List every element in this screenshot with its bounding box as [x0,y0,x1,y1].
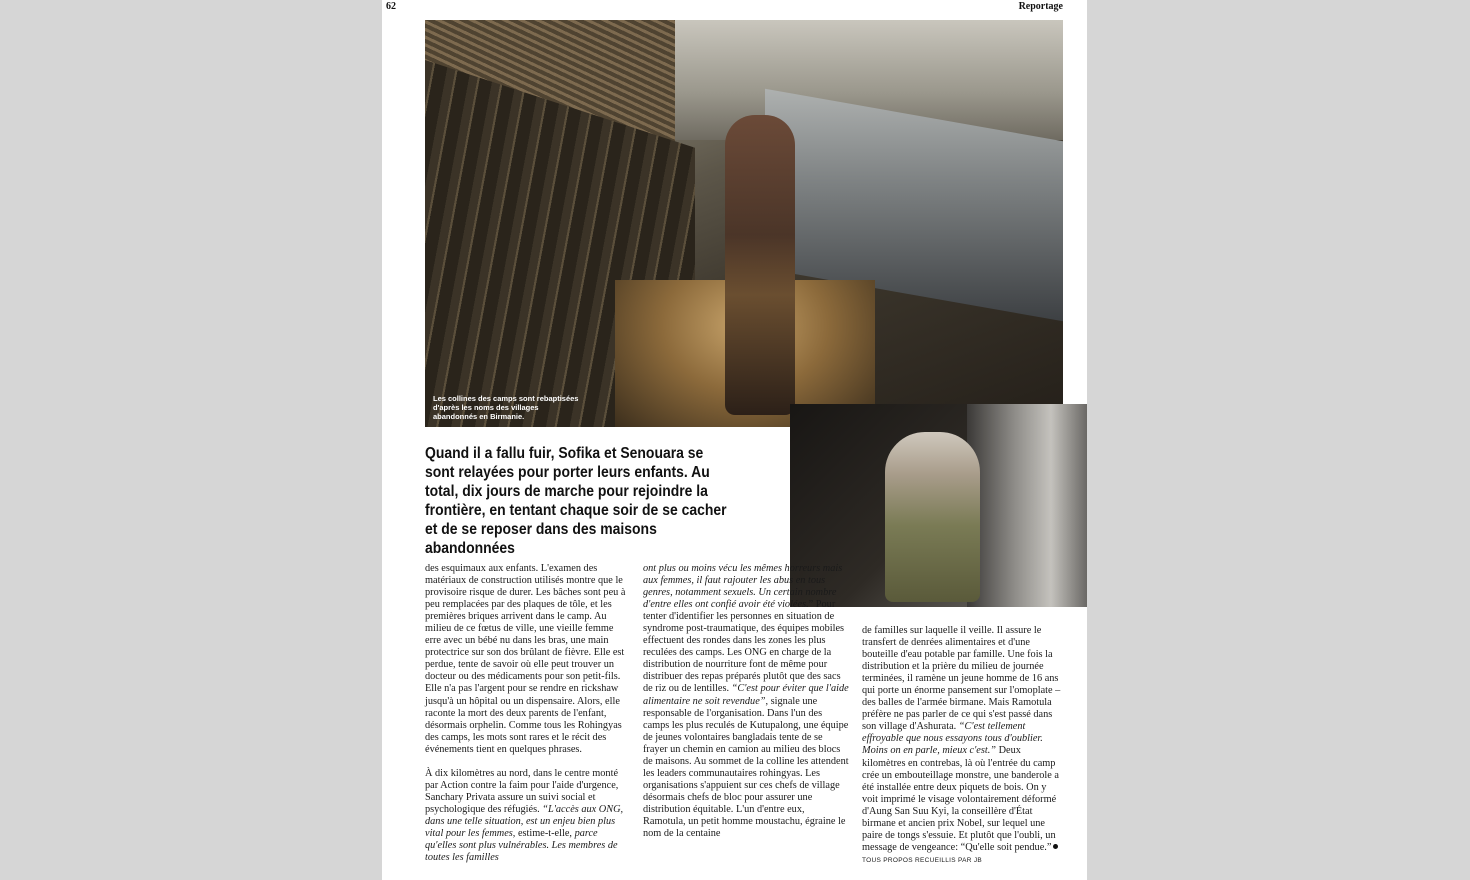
author-credit: TOUS PROPOS RECUEILLIS PAR JB [862,856,983,864]
photo-curtain [967,404,1087,607]
section-title: Reportage [1018,1,1063,12]
end-mark-icon [1053,844,1058,849]
paragraph: À dix kilomètres au nord, dans le centre monté par Action contre la faim pour l'aide d'urgence, Sanchary Privata assure un suivi social et psychologique des réfugiés. “L'accès aux ONG, dans une telle situation, est un enjeu bien plus vital pour les femmes, estime-t-elle, parce qu'elles sont plus vulnérables. Les membres de toutes les familles [425,767,624,864]
article-column-3 [862,625,1062,867]
page-number: 62 [386,1,396,12]
refugee-camp-photo [425,20,1063,427]
photo-woman-with-children [725,115,795,415]
article-column-2 [643,563,849,840]
photo-seated-woman [885,432,980,602]
quote: ont plus ou moins vécu les mêmes horreurs mais aux femmes, il faut rajouter les abus en tous genres, notamment sexuels. Un certain nombre d'entre elles ont confié avoir été violées. [643,563,843,611]
quote: “L'accès aux ONG, dans une telle situation, est un enjeu bien plus vital pour les femmes, [425,803,624,839]
quote: parce qu'elles sont plus vulnérables. Les membres de toutes les familles [425,827,618,864]
paragraph: ont plus ou moins vécu les mêmes horreurs mais aux femmes, il faut rajouter les abus en tous genres, notamment sexuels. Un certain nombre d'entre elles ont confié avoir été violées.” Pour tenter d'identifier les personnes en situation de syndrome post-traumatique, des équipes mobiles effectuent des rondes dans les zones les plus reculées des camps. Les ONG en charge de la distribution de nourriture font de même pour distribuer des repas préparés plutôt que des sacs de riz ou de lentilles. “C'est pour éviter que l'aide alimentaire ne soit revendue”, signale une responsable de l'organisation. Dans l'un des camps les plus reculés de Kutupalong, une équipe de jeunes volontaires bangladais tente de se frayer un chemin en camion au milieu des blocs de maisons. Au sommet de la colline les attendent les leaders communautaires rohingyas. Les organisations s'appuient sur ces chefs de village désormais chefs de bloc pour assurer une distribution équitable. L'un d'entre eux, Ramotula, un petit homme moustachu, égraine le nom de la centaine [643,563,849,840]
magazine-page [382,0,1087,880]
paragraph: de familles sur laquelle il veille. Il assure le transfert de denrées alimentaires et d'une bouteille d'eau potable par famille. Une fois la distribution et la prière du milieu de journée terminées, il ramène un jeune homme de 16 ans qui porte un énorme pansement sur l'omoplate –des balles de l'armée birmane. Mais Ramotula préfère ne pas parler de ce qui s'est passé dans son village d'Ashurata. “C'est tellement effroyable que nous essayons tous d'oublier. Moins on en parle, mieux c'est.” Deux kilomètres en contrebas, là où l'entrée du camp crée un embouteillage monstre, une banderole a été installée entre deux piquets de bois. On y voit imprimé le visage volontairement déformé d'Aung San Suu Kyi, la conseillère d'État birmane et ancien prix Nobel, sur lequel une paire de tongs s'essuie. Et plutôt que l'oubli, un message de vengeance: “Qu'elle soit pendue.”TOUS PROPOS RECUEILLIS PAR JB [862,625,1061,864]
photo-caption: Les collines des camps sont rebaptisées d'après les noms des villages abandonnés en Birmanie. [433,394,579,421]
paragraph: des esquimaux aux enfants. L'examen des matériaux de construction utilisés montre que le provisoire risque de durer. Les bâches sont peu à peu remplacées par des plaques de tôle, et les premières briques arrivent dans le camp. Au milieu de ce fœtus de ville, une vieille femme erre avec un bébé nu dans les bras, une main protectrice sur son dos brûlant de fièvre. Elle est perdue, tente de savoir où elle peut trouver un docteur ou des médicaments pour son petit-fils. Elle n'a pas l'argent pour se rendre en rickshaw jusqu'à un hôpital ou un dispensaire. Alors, elle raconte la mort des deux parents de l'enfant, désormais orphelin. Comme tous les Rohingyas des camps, les mots sont rares et le récit des événements tient en quelques phrases. [425,563,626,755]
article-column-1 [425,563,631,864]
quote: “C'est tellement effroyable que nous essayons tous d'oublier. Moins on en parle, mieux c'est.” [862,721,1043,757]
lead-paragraph: Quand il a fallu fuir, Sofika et Senouara se sont relayées pour porter leurs enfants. Au total, dix jours de marche pour rejoindre la frontière, en tentant chaque soir de se cacher et de se reposer dans des maisons abandonnées [425,445,727,557]
quote: “C'est pour éviter que l'aide alimentaire ne soit revendue” [643,683,849,707]
